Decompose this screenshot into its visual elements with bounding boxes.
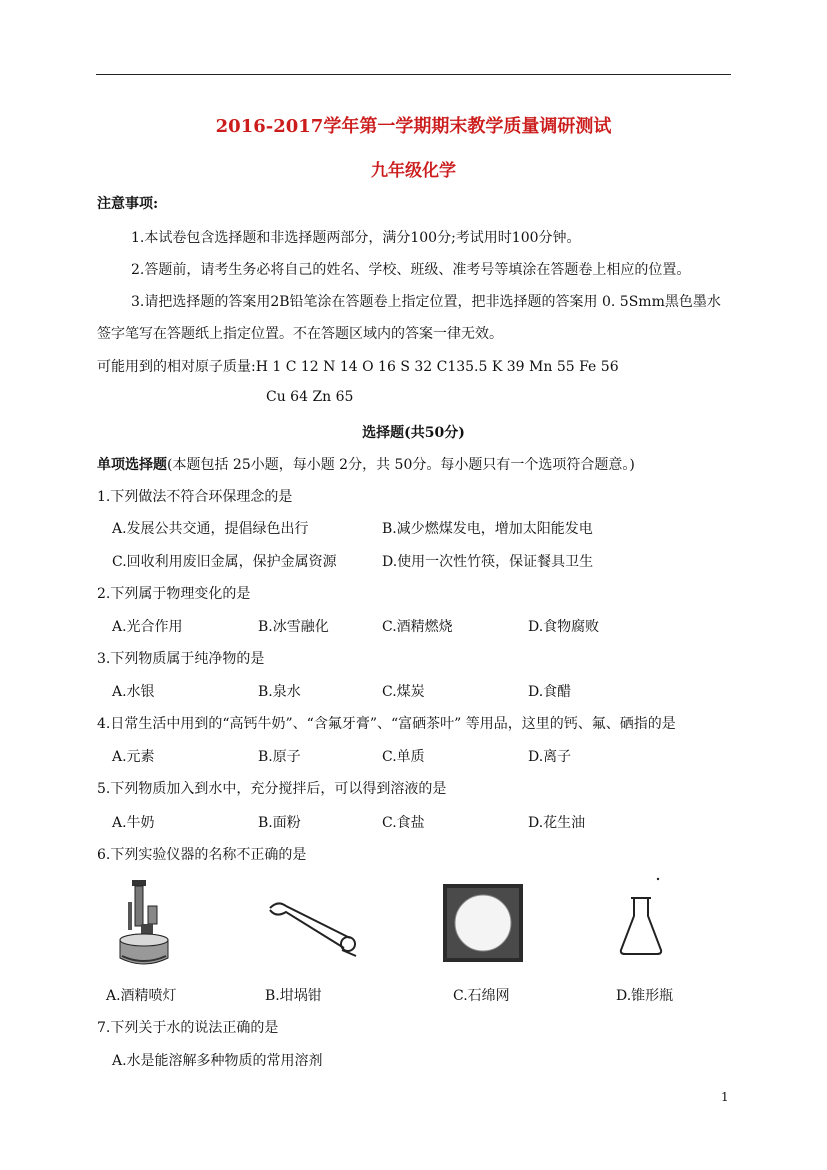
section-instructions: [97, 454, 635, 474]
question-6-stem: 6.下列实验仪器的名称不正确的是: [97, 847, 307, 863]
alcohol-blast-lamp-image: [114, 876, 174, 972]
question-5-option-b: B.面粉: [258, 815, 301, 831]
atomic-mass-line-2: Cu 64 Zn 65: [266, 389, 354, 405]
question-7-option-a: A.水是能溶解多种物质的常用溶剂: [112, 1053, 323, 1069]
note-item-1: 1.本试卷包含选择题和非选择题两部分，满分100分;考试用时100分钟。: [131, 230, 581, 246]
conical-flask-image: [616, 876, 666, 962]
question-4-option-c: C.单质: [382, 749, 425, 765]
question-2-stem: 2.下列属于物理变化的是: [97, 586, 251, 602]
exam-subtitle: 九年级化学: [371, 161, 456, 181]
question-2-option-c: C.酒精燃烧: [382, 619, 453, 635]
question-3-option-d: D.食醋: [528, 684, 572, 700]
header-rule: [96, 74, 731, 75]
question-4-option-a: A.元素: [112, 749, 155, 765]
question-3-stem: 3.下列物质属于纯净物的是: [97, 651, 265, 667]
section-heading: 选择题(共50分): [362, 425, 465, 441]
question-1-option-a: A.发展公共交通，提倡绿色出行: [112, 521, 309, 537]
note-item-3-line-1: 3.请把选择题的答案用2B铅笔涂在答题卷上指定位置，把非选择题的答案用 0. 5Smm黑色墨水: [131, 294, 721, 310]
question-3-option-b: B.泉水: [258, 684, 301, 700]
question-6-option-b: B.坩埚钳: [265, 988, 322, 1004]
asbestos-gauze-image: [442, 883, 524, 963]
question-4-stem: 4.日常生活中用到的“高钙牛奶”、“含氟牙膏”、“富硒茶叶” 等用品，这里的钙、氟、硒指的是: [97, 716, 676, 732]
question-5-option-c: C.食盐: [382, 815, 425, 831]
question-3-option-a: A.水银: [112, 684, 155, 700]
question-2-option-a: A.光合作用: [112, 619, 183, 635]
question-1-stem: 1.下列做法不符合环保理念的是: [97, 489, 293, 505]
crucible-tongs-image: [264, 898, 362, 960]
question-1-option-d: D.使用一次性竹筷，保证餐具卫生: [382, 554, 594, 570]
question-7-stem: 7.下列关于水的说法正确的是: [97, 1020, 279, 1036]
question-1-option-c: C.回收利用废旧金属，保护金属资源: [112, 554, 337, 570]
notes-heading: 注意事项:: [97, 196, 159, 212]
question-3-option-c: C.煤炭: [382, 684, 425, 700]
question-1-option-b: B.减少燃煤发电，增加太阳能发电: [382, 521, 593, 537]
atomic-mass-line-1: 可能用到的相对原子质量:H 1 C 12 N 14 O 16 S 32 C135.5 K 39 Mn 55 Fe 56: [97, 359, 619, 375]
question-2-option-d: D.食物腐败: [528, 619, 600, 635]
question-6-option-a: A.酒精喷灯: [106, 988, 177, 1004]
question-2-option-b: B.冰雪融化: [258, 619, 329, 635]
question-5-stem: 5.下列物质加入到水中，充分搅拌后，可以得到溶液的是: [97, 781, 447, 797]
note-item-2: 2.答题前，请考生务必将自己的姓名、学校、班级、准考号等填涂在答题卷上相应的位置。: [131, 262, 691, 278]
question-6-option-c: C.石绵网: [453, 988, 510, 1004]
note-item-3-line-2: 签字笔写在答题纸上指定位置。不在答题区域内的答案一律无效。: [97, 326, 503, 342]
question-5-option-d: D.花生油: [528, 815, 586, 831]
question-5-option-a: A.牛奶: [112, 815, 155, 831]
instructions-bold: 单项选择题: [97, 457, 167, 473]
instructions-rest: (本题包括 25小题，每小题 2分，共 50分。每小题只有一个选项符合题意。): [167, 457, 635, 473]
page-number: 1: [721, 1090, 729, 1104]
question-4-option-b: B.原子: [258, 749, 301, 765]
question-4-option-d: D.离子: [528, 749, 572, 765]
question-6-option-d: D.锥形瓶: [616, 988, 674, 1004]
exam-title: 2016-2017学年第一学期期末教学质量调研测试: [215, 116, 612, 137]
